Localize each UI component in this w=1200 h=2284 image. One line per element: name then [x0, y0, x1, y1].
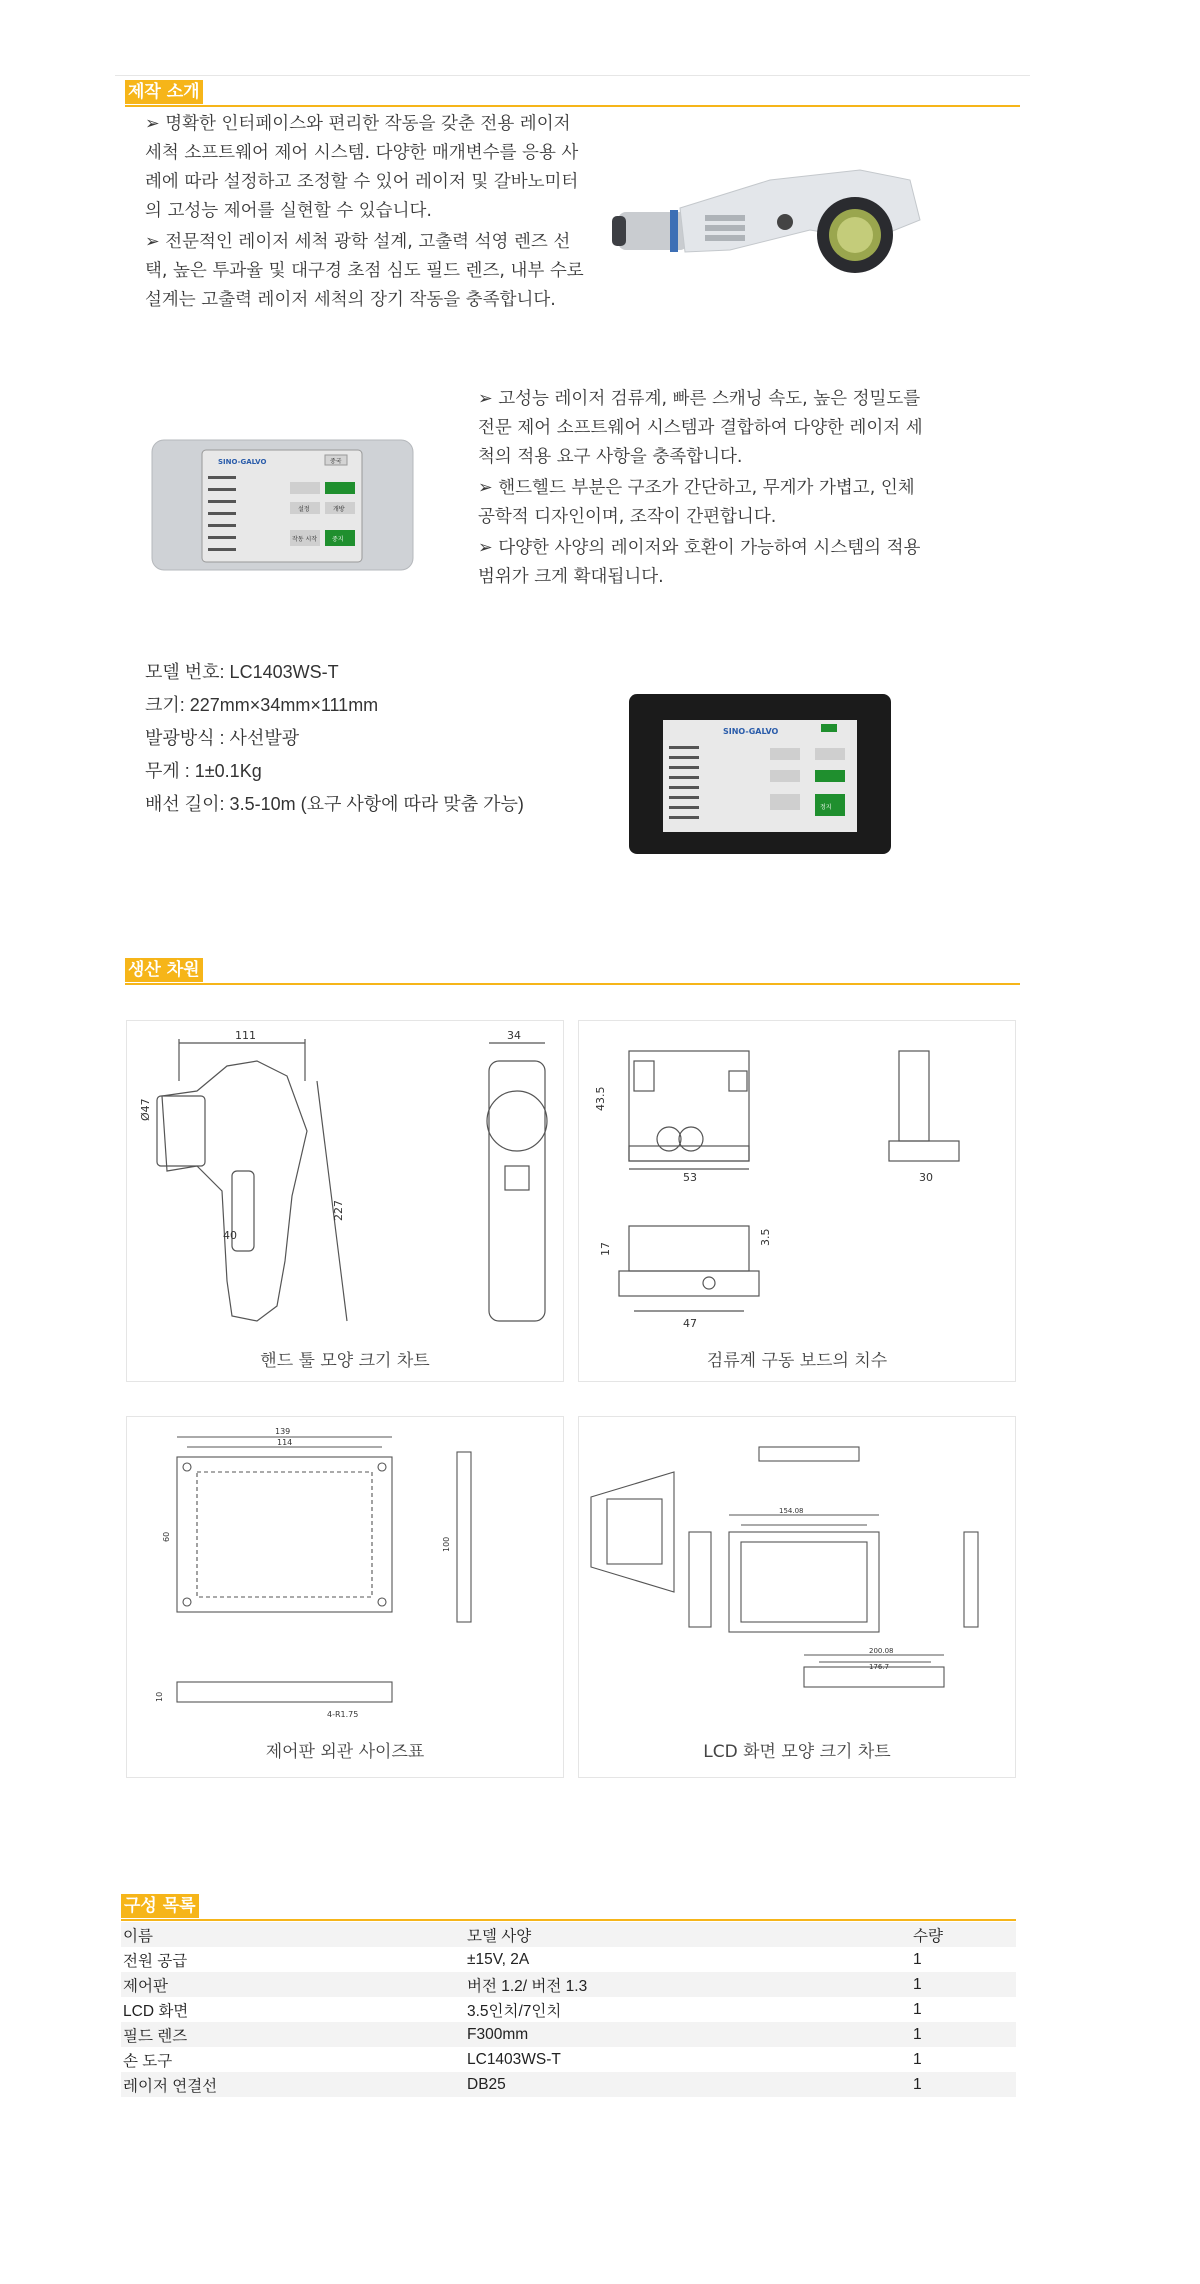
table-header: 수량 — [911, 1922, 1016, 1947]
lcd-screen-image — [625, 690, 895, 860]
dim-label: 47 — [683, 1317, 697, 1330]
dim-label: 3.5 — [759, 1228, 772, 1246]
lcd-button-emergency: 정지 — [820, 804, 832, 811]
figure-driver-board — [578, 1020, 1016, 1382]
section-title-intro: 제작 소개 — [125, 80, 203, 104]
table-row — [121, 1997, 1016, 2022]
screen-button-top: 중국 — [330, 458, 342, 465]
screen-button-settings: 설정 — [298, 506, 310, 513]
dim-label: 4-R1.75 — [327, 1710, 359, 1719]
section-underline — [125, 983, 1020, 985]
table-cell: ±15V, 2A — [467, 1950, 530, 1968]
table-cell: 1 — [911, 2072, 1016, 2097]
intro-paragraph: ➢ 핸드헬드 부분은 구조가 간단하고, 무게가 가볍고, 인체공학적 디자인이며, 조작이 간편합니다. — [478, 478, 915, 527]
dim-label: 111 — [235, 1029, 256, 1042]
control-panel-image — [150, 438, 415, 573]
dim-label: 53 — [683, 1171, 697, 1184]
control-panel-drawing — [127, 1417, 563, 1737]
table-cell: 1 — [911, 2022, 1016, 2047]
driver-board-drawing — [579, 1021, 1015, 1341]
spec-emission: 발광방식 : 사선발광 — [145, 728, 300, 748]
table-cell: DB25 — [465, 2072, 911, 2097]
table-cell: 손 도구 — [123, 2052, 173, 2070]
section-title-parts: 구성 목록 — [121, 1894, 199, 1918]
dim-label: 10 — [155, 1691, 164, 1702]
dim-label: 200.08 — [869, 1647, 894, 1655]
table-row — [121, 2047, 1016, 2072]
dim-label: 100 — [442, 1536, 451, 1552]
top-divider — [115, 75, 1030, 76]
section-underline — [125, 105, 1020, 107]
table-cell: 전원 공급 — [123, 1952, 188, 1970]
figure-lcd — [578, 1416, 1016, 1778]
dim-label: 114 — [277, 1438, 293, 1447]
figure-hand-tool — [126, 1020, 564, 1382]
lcd-drawing — [579, 1417, 1015, 1737]
table-cell: 1 — [913, 2000, 922, 2018]
dim-label: 30 — [919, 1171, 933, 1184]
table-cell: LCD 화면 — [123, 2002, 189, 2020]
figure-control-panel — [126, 1416, 564, 1778]
table-row — [121, 2072, 1016, 2097]
dim-label: 43.5 — [594, 1086, 607, 1111]
dim-label: 154.08 — [779, 1507, 804, 1515]
table-cell: 필드 렌즈 — [121, 2022, 465, 2047]
intro-text-block-1 — [145, 110, 590, 315]
laser-head-image — [610, 160, 930, 280]
table-cell: 1 — [913, 2050, 922, 2068]
intro-paragraph: ➢ 전문적인 레이저 세척 광학 설계, 고출력 석영 렌즈 선택, 높은 투과율 및 대구경 초점 심도 필드 렌즈, 내부 수로 설계는 고출력 레이저 세척의 장기 작동을 충족합니다. — [145, 232, 584, 310]
figure-caption: 핸드 툴 모양 크기 차트 — [260, 1351, 430, 1371]
table-cell: 1 — [911, 1972, 1016, 1997]
table-cell: 1 — [913, 1950, 922, 1968]
table-row — [121, 2022, 1016, 2047]
section-underline — [121, 1919, 1016, 1921]
spec-size: 크기: 227mm×34mm×111mm — [145, 695, 379, 715]
dim-label: 227 — [332, 1200, 345, 1221]
table-cell: 3.5인치/7인치 — [467, 2002, 562, 2020]
intro-paragraph: ➢ 다양한 사양의 레이저와 호환이 가능하여 시스템의 적용 범위가 크게 확대됩니다. — [478, 538, 921, 587]
spec-cable: 배선 길이: 3.5-10m (요구 사항에 따라 맞춤 가능) — [145, 794, 524, 814]
parts-table — [121, 1922, 1016, 2097]
table-row — [121, 1972, 1016, 1997]
table-cell: F300mm — [465, 2022, 911, 2047]
dim-label: 34 — [507, 1029, 521, 1042]
dim-label: 40 — [223, 1229, 237, 1242]
table-cell: 제어판 — [121, 1972, 465, 1997]
screen-logo: SINO-GALVO — [218, 458, 267, 466]
screen-button-run: 작동 시작 — [292, 536, 318, 543]
dim-label: 60 — [162, 1531, 171, 1542]
table-header: 모델 사양 — [465, 1922, 911, 1947]
dim-label: 176.7 — [869, 1663, 890, 1671]
table-cell: 버전 1.2/ 버전 1.3 — [465, 1972, 911, 1997]
dim-label: 17 — [599, 1242, 612, 1256]
dim-label: Ø47 — [139, 1098, 152, 1121]
section-title-production: 생산 차원 — [125, 958, 203, 982]
lcd-logo: SINO-GALVO — [723, 727, 779, 736]
figure-caption: 검류계 구동 보드의 치수 — [706, 1351, 888, 1371]
table-cell: 레이저 연결선 — [121, 2072, 465, 2097]
spec-weight: 무게 : 1±0.1Kg — [145, 761, 262, 781]
table-row — [121, 1947, 1016, 1972]
table-header: 이름 — [121, 1922, 465, 1947]
figure-caption: 제어판 외관 사이즈표 — [265, 1742, 425, 1762]
dim-label: 139 — [275, 1427, 291, 1436]
screen-button-stop: 중지 — [332, 536, 344, 543]
spec-model: 모델 번호: LC1403WS-T — [145, 662, 339, 682]
hand-tool-drawing — [127, 1021, 563, 1341]
intro-paragraph: ➢ 명확한 인터페이스와 편리한 작동을 갖춘 전용 레이저 세척 소프트웨어 제어 시스템. 다양한 매개변수를 응용 사례에 따라 설정하고 조정할 수 있어 레이저 및 갈바노미터의 고성능 제어를 실현할 수 있습니다. — [145, 114, 579, 221]
table-header-row — [121, 1922, 1016, 1947]
intro-text-block-2 — [478, 385, 923, 592]
intro-paragraph: ➢ 고성능 레이저 검류계, 빠른 스캐닝 속도, 높은 정밀도를 전문 제어 소프트웨어 시스템과 결합하여 다양한 레이저 세척의 적용 요구 사항을 충족합니다. — [478, 389, 923, 467]
screen-button-open: 개방 — [333, 506, 345, 513]
figure-caption: LCD 화면 모양 크기 차트 — [703, 1742, 891, 1762]
table-cell: LC1403WS-T — [467, 2050, 561, 2068]
spec-list — [145, 656, 595, 821]
